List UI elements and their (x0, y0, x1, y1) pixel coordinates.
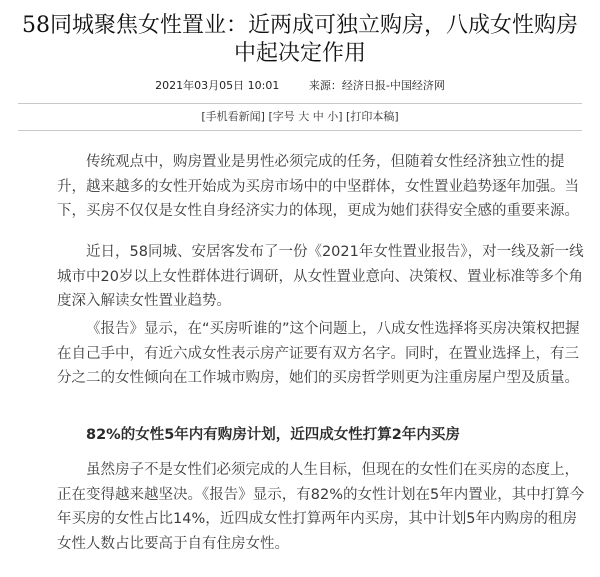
print-link[interactable]: [打印本稿] (346, 110, 399, 123)
paragraph-1: 传统观点中，购房置业是男性必须完成的任务，但随着女性经济独立性的提升，越来越多的女性开始成为买房市场中的中坚群体，女性置业趋势逐年加强。当下，买房不仅仅是女性自身经济实力的体现，更成为她们获得安全感的重要来源。 (57, 154, 579, 219)
article-title-line-2: 中起决定作用 (233, 41, 366, 66)
article-toolbar (0, 110, 600, 124)
article-title-line-1: 58同城聚焦女性置业：近两成可独立购房，八成女性购房 (22, 13, 578, 38)
font-size-label: [字号 (268, 110, 295, 123)
mobile-news-link[interactable]: [手机看新闻] (201, 110, 265, 123)
article-title (0, 12, 600, 68)
article-meta (0, 79, 600, 93)
publish-date: 2021年03月05日 10:01 (155, 79, 280, 92)
divider-top (18, 103, 582, 104)
paragraph-4: 虽然房子不是女性们必须完成的人生目标，但现在的女性们在买房的态度上，正在变得越来越坚决。《报告》显示，有82%的女性计划在5年内置业，其中打算今年买房的女性占比14%，近四成女性打算两年内买房，其中计划5年内购房的租房女性人数占比要高于自有住房女性。 (57, 462, 585, 552)
font-large-link[interactable]: 大 (298, 110, 310, 123)
paragraph-2: 近日，58同城、安居客发布了一份《2021年女性置业报告》，对一线及新一线城市中20岁以上女性群体进行调研，从女性置业意向、决策权、置业标准等多个角度深入解读女性置业趋势。 (57, 244, 584, 309)
font-small-link[interactable]: 小] (327, 110, 343, 123)
divider-bottom (18, 130, 582, 131)
font-medium-link[interactable]: 中 (312, 110, 324, 123)
article-source: 来源：经济日报-中国经济网 (308, 79, 445, 92)
section-subheading: 82%的女性5年内有购房计划，近四成女性打算2年内买房 (86, 427, 460, 443)
paragraph-3: 《报告》显示，在“买房听谁的”这个问题上，八成女性选择将买房决策权把握在自己手中，有近六成女性表示房产证要有双方名字。同时，在置业选择上，有三分之二的女性倾向在工作城市购房，她们的买房哲学则更为注重房屋户型及质量。 (57, 321, 580, 386)
